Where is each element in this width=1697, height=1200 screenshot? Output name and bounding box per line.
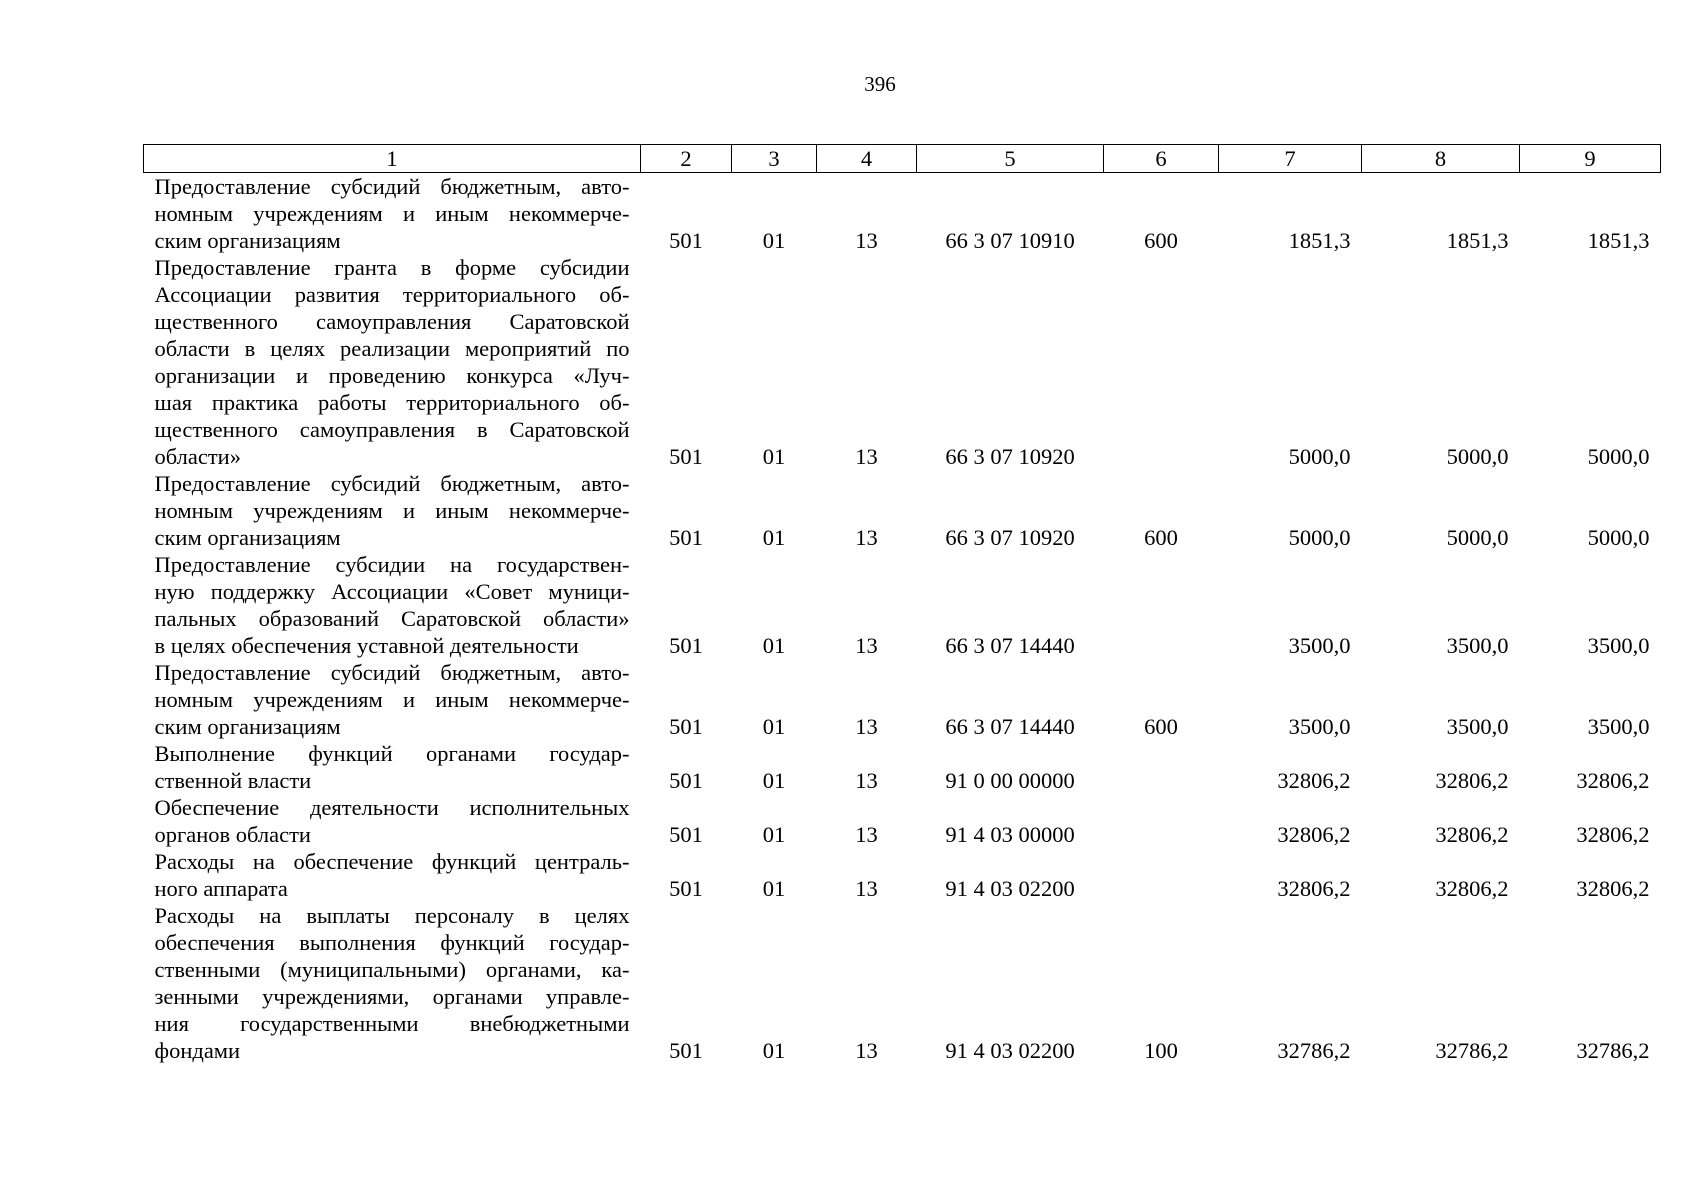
- amount-col-8: 5000,0: [1446, 444, 1509, 469]
- subsection-code: 13: [855, 876, 878, 901]
- subsection-code: 13: [855, 768, 878, 793]
- description-line: номным учреждениям и иным некоммерче-: [154, 498, 630, 523]
- table-row: [144, 740, 1661, 794]
- amount-col-8: 3500,0: [1446, 633, 1509, 658]
- description-line: ния государственными внебюджетными: [154, 1011, 630, 1036]
- amount-col-9: 3500,0: [1587, 714, 1650, 739]
- target-article-code: 91 4 03 00000: [945, 822, 1075, 847]
- description-line: Выполнение функций органами государ-: [154, 741, 630, 766]
- chapter-code: 01: [762, 633, 786, 658]
- amount-col-9: 5000,0: [1587, 444, 1650, 469]
- target-article-code: 66 3 07 14440: [945, 714, 1075, 739]
- description-line: щественного самоуправления в Саратовской: [154, 417, 630, 442]
- row-description: [144, 254, 641, 470]
- amount-col-8: 5000,0: [1446, 525, 1509, 550]
- target-article-code: 66 3 07 10920: [945, 525, 1075, 550]
- amount-col-7: 32786,2: [1277, 1038, 1351, 1063]
- header-col-2: 2: [641, 145, 732, 173]
- description-line: Предоставление гранта в форме субсидии: [154, 255, 630, 280]
- subsection-code: 13: [855, 633, 878, 658]
- amount-col-8: 32806,2: [1435, 822, 1509, 847]
- subsection-code: 13: [855, 228, 878, 253]
- row-description: [144, 551, 641, 659]
- section-code: 501: [669, 822, 703, 847]
- expense-type-code: 100: [1144, 1038, 1178, 1063]
- description-line: Предоставление субсидий бюджетным, авто-: [154, 471, 630, 496]
- table-row: [144, 848, 1661, 902]
- description-line: области»: [154, 444, 241, 469]
- subsection-code: 13: [855, 714, 878, 739]
- description-line: шая практика работы территориального об-: [154, 390, 630, 415]
- description-line: ную поддержку Ассоциации «Совет муници-: [154, 579, 630, 604]
- row-description: [144, 794, 641, 848]
- section-code: 501: [669, 525, 703, 550]
- amount-col-9: 1851,3: [1587, 228, 1650, 253]
- chapter-code: 01: [762, 768, 786, 793]
- description-line: Предоставление субсидий бюджетным, авто-: [154, 660, 630, 685]
- description-line: Расходы на выплаты персоналу в целях: [154, 903, 630, 928]
- description-line: зенными учреждениями, органами управле-: [154, 984, 630, 1009]
- amount-col-7: 5000,0: [1288, 444, 1351, 469]
- target-article-code: 91 0 00 00000: [945, 768, 1075, 793]
- row-description: [144, 470, 641, 551]
- table-row: [144, 551, 1661, 659]
- description-line: ским организациям: [154, 714, 341, 739]
- page-number: 396: [864, 72, 896, 96]
- description-line: ственными (муниципальными) органами, ка-: [154, 957, 630, 982]
- header-col-4: 4: [817, 145, 917, 173]
- description-line: Ассоциации развития территориального об-: [154, 282, 630, 307]
- header-col-6: 6: [1104, 145, 1219, 173]
- expense-type-code: 600: [1144, 714, 1178, 739]
- expense-type-code: [1104, 740, 1219, 794]
- expense-type-code: [1104, 794, 1219, 848]
- amount-col-9: 5000,0: [1587, 525, 1650, 550]
- description-line: обеспечения выполнения функций государ-: [154, 930, 630, 955]
- description-line: области в целях реализации мероприятий по: [154, 336, 630, 361]
- description-line: органов области: [154, 822, 311, 847]
- budget-table: [143, 144, 1661, 1064]
- section-code: 501: [669, 1038, 703, 1063]
- chapter-code: 01: [762, 228, 786, 253]
- amount-col-7: 32806,2: [1277, 768, 1351, 793]
- chapter-code: 01: [762, 525, 786, 550]
- expense-type-code: [1104, 254, 1219, 470]
- header-col-5: 5: [917, 145, 1104, 173]
- amount-col-8: 1851,3: [1446, 228, 1509, 253]
- expense-type-code: [1104, 551, 1219, 659]
- subsection-code: 13: [855, 1038, 878, 1063]
- description-line: Предоставление субсидий бюджетным, авто-: [154, 174, 630, 199]
- description-line: ственной власти: [154, 768, 312, 793]
- target-article-code: 66 3 07 10910: [945, 228, 1075, 253]
- section-code: 501: [669, 444, 703, 469]
- description-line: Обеспечение деятельности исполнительных: [154, 795, 630, 820]
- expense-type-code: [1104, 848, 1219, 902]
- description-line: организации и проведению конкурса «Луч-: [154, 363, 630, 388]
- description-line: Расходы на обеспечение функций централь-: [154, 849, 630, 874]
- header-col-9: 9: [1520, 145, 1661, 173]
- amount-col-8: 32806,2: [1435, 768, 1509, 793]
- amount-col-9: 32806,2: [1576, 822, 1650, 847]
- description-line: ским организациям: [154, 525, 341, 550]
- description-line: фондами: [154, 1038, 241, 1063]
- amount-col-9: 32806,2: [1576, 768, 1650, 793]
- row-description: [144, 848, 641, 902]
- section-code: 501: [669, 876, 703, 901]
- amount-col-7: 5000,0: [1288, 525, 1351, 550]
- row-description: [144, 740, 641, 794]
- table-row: [144, 173, 1661, 255]
- subsection-code: 13: [855, 444, 878, 469]
- amount-col-8: 32786,2: [1435, 1038, 1509, 1063]
- amount-col-9: 32806,2: [1576, 876, 1650, 901]
- target-article-code: 91 4 03 02200: [945, 1038, 1075, 1063]
- section-code: 501: [669, 768, 703, 793]
- table-header: [144, 145, 1661, 173]
- expense-type-code: 600: [1144, 525, 1178, 550]
- target-article-code: 66 3 07 10920: [945, 444, 1075, 469]
- header-col-8: 8: [1362, 145, 1520, 173]
- row-description: [144, 902, 641, 1064]
- description-line: ским организациям: [154, 228, 341, 253]
- row-description: [144, 173, 641, 255]
- header-col-1: 1: [144, 145, 641, 173]
- section-code: 501: [669, 228, 703, 253]
- table-body: [144, 173, 1661, 1065]
- amount-col-7: 3500,0: [1288, 633, 1351, 658]
- chapter-code: 01: [762, 714, 786, 739]
- table-row: [144, 794, 1661, 848]
- description-line: в целях обеспечения уставной деятельности: [154, 633, 579, 658]
- amount-col-8: 32806,2: [1435, 876, 1509, 901]
- subsection-code: 13: [855, 822, 878, 847]
- table-row: [144, 659, 1661, 740]
- chapter-code: 01: [762, 876, 786, 901]
- table-row: [144, 254, 1661, 470]
- row-description: [144, 659, 641, 740]
- table-row: [144, 470, 1661, 551]
- section-code: 501: [669, 633, 703, 658]
- amount-col-7: 32806,2: [1277, 822, 1351, 847]
- description-line: Предоставление субсидии на государствен-: [154, 552, 630, 577]
- amount-col-7: 1851,3: [1288, 228, 1351, 253]
- description-line: ного аппарата: [154, 876, 288, 901]
- section-code: 501: [669, 714, 703, 739]
- target-article-code: 66 3 07 14440: [945, 633, 1075, 658]
- chapter-code: 01: [762, 1038, 786, 1063]
- header-col-3: 3: [732, 145, 817, 173]
- expense-type-code: 600: [1144, 228, 1178, 253]
- description-line: номным учреждениям и иным некоммерче-: [154, 687, 630, 712]
- amount-col-9: 32786,2: [1576, 1038, 1650, 1063]
- target-article-code: 91 4 03 02200: [945, 876, 1075, 901]
- amount-col-8: 3500,0: [1446, 714, 1509, 739]
- description-line: пальных образований Саратовской области»: [154, 606, 630, 631]
- header-row: [144, 145, 1661, 173]
- header-col-7: 7: [1219, 145, 1362, 173]
- description-line: щественного самоуправления Саратовской: [154, 309, 630, 334]
- description-line: номным учреждениям и иным некоммерче-: [154, 201, 630, 226]
- amount-col-7: 32806,2: [1277, 876, 1351, 901]
- chapter-code: 01: [762, 444, 786, 469]
- chapter-code: 01: [762, 822, 786, 847]
- amount-col-9: 3500,0: [1587, 633, 1650, 658]
- subsection-code: 13: [855, 525, 878, 550]
- amount-col-7: 3500,0: [1288, 714, 1351, 739]
- table-row: [144, 902, 1661, 1064]
